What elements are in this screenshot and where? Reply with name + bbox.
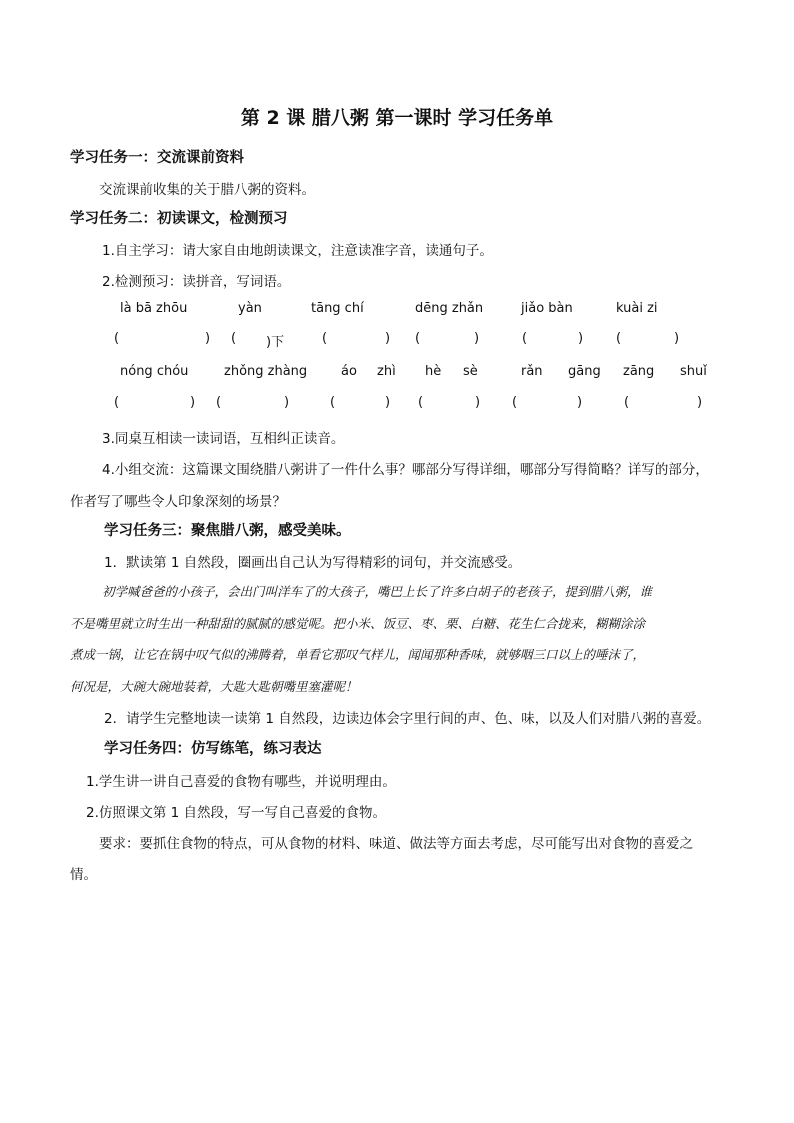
blank-close: ) <box>474 331 480 346</box>
blank-close: ) <box>674 331 680 346</box>
blank-open: ( <box>512 395 518 410</box>
blank-close: ) <box>577 395 583 410</box>
task3-heading: 学习任务三：聚焦腊八粥，感受美味。 <box>104 523 351 539</box>
blank-open: ( <box>114 395 120 410</box>
quote-line: 煮成一锅，让它在锅中叹气似的沸腾着，单看它那叹气样儿，闻闻那种香味，就够咽三口以上的唾沫了， <box>70 647 646 662</box>
task4-requirement-line1: 要求：要抓住食物的特点，可从食物的材料、味道、做法等方面去考虑，尽可能写出对食物的喜爱之 <box>99 836 693 852</box>
pinyin-tangchi: tāng chí <box>311 301 364 316</box>
blank-close: ) <box>284 395 290 410</box>
blank-close: ) <box>190 395 196 410</box>
pinyin-dengzhan: dēng zhǎn <box>415 301 484 316</box>
pinyin-zhi: zhì <box>377 364 396 379</box>
blank-open: ( <box>231 331 237 346</box>
task4-item2: 2.仿照课文第 1 自然段，写一写自己喜爱的食物。 <box>86 805 387 821</box>
pinyin-laba-zhou: là bā zhōu <box>120 301 188 316</box>
task2-item4-line1: 4.小组交流：这篇课文围绕腊八粥讲了一件什么事？哪部分写得详细，哪部分写得简略？详写的部分， <box>102 462 709 478</box>
quote-line: 不是嘴里就立时生出一种甜甜的腻腻的感觉呢。把小米、饭豆、枣、栗、白糖、花生仁合拢来，糊糊涂涂 <box>70 616 646 631</box>
task4-heading: 学习任务四：仿写练笔，练习表达 <box>104 741 322 757</box>
task2-item3: 3.同桌互相读一读词语，互相纠正读音。 <box>102 431 345 447</box>
task2-item4-line2: 作者写了哪些令人印象深刻的场景？ <box>70 494 286 510</box>
blank-open: ( <box>114 331 120 346</box>
blank-open: ( <box>330 395 336 410</box>
pinyin-shui: shuǐ <box>680 364 707 379</box>
task4-requirement-line2: 情。 <box>70 867 97 883</box>
blank-close-xia: )下 <box>266 335 285 350</box>
task3-item2: 2．请学生完整地读一读第 1 自然段，边读边体会字里行间的声、色、味，以及人们对腊八粥的喜爱。 <box>104 711 711 727</box>
task2-item2: 2.检测预习：读拼音，写词语。 <box>102 274 291 290</box>
blank-close: ) <box>385 331 391 346</box>
page-title: 第 2 课 腊八粥 第一课时 学习任务单 <box>240 107 554 129</box>
task2-heading: 学习任务二：初读课文，检测预习 <box>70 211 288 227</box>
blank-open: ( <box>624 395 630 410</box>
pinyin-ran: rǎn <box>521 364 543 379</box>
blank-open: ( <box>322 331 328 346</box>
pinyin-gang: gāng <box>568 364 601 379</box>
pinyin-yan: yàn <box>238 301 262 316</box>
pinyin-kuaizi: kuài zi <box>616 301 658 316</box>
task4-item1: 1.学生讲一讲自己喜爱的食物有哪些，并说明理由。 <box>86 774 396 790</box>
blank-close: ) <box>578 331 584 346</box>
pinyin-jiaoban: jiǎo bàn <box>521 301 573 316</box>
quote-line: 初学喊爸爸的小孩子，会出门叫洋车了的大孩子，嘴巴上长了许多白胡子的老孩子，提到腊八粥，谁 <box>102 584 653 599</box>
blank-open: ( <box>522 331 528 346</box>
task3-item1: 1．默读第 1 自然段，圈画出自己认为写得精彩的词句，并交流感受。 <box>104 555 522 571</box>
task2-item1: 1.自主学习：请大家自由地朗读课文，注意读准字音，读通句子。 <box>102 243 493 259</box>
blank-close: ) <box>205 331 211 346</box>
pinyin-nongchou: nóng chóu <box>120 364 189 379</box>
pinyin-zhongzhang: zhǒng zhàng <box>224 364 308 379</box>
quote-line: 何况是，大碗大碗地装着，大匙大匙朝嘴里塞灌呢！ <box>70 679 358 694</box>
pinyin-se: sè <box>463 364 478 379</box>
pinyin-zang: zāng <box>623 364 655 379</box>
blank-open: ( <box>415 331 421 346</box>
blank-open: ( <box>418 395 424 410</box>
blank-close: ) <box>475 395 481 410</box>
task1-text: 交流课前收集的关于腊八粥的资料。 <box>99 182 315 198</box>
blank-close: ) <box>385 395 391 410</box>
blank-open: ( <box>616 331 622 346</box>
pinyin-ao: áo <box>341 364 357 379</box>
blank-open: ( <box>216 395 222 410</box>
task1-heading: 学习任务一：交流课前资料 <box>70 150 244 166</box>
pinyin-he: hè <box>425 364 442 379</box>
blank-close: ) <box>697 395 703 410</box>
